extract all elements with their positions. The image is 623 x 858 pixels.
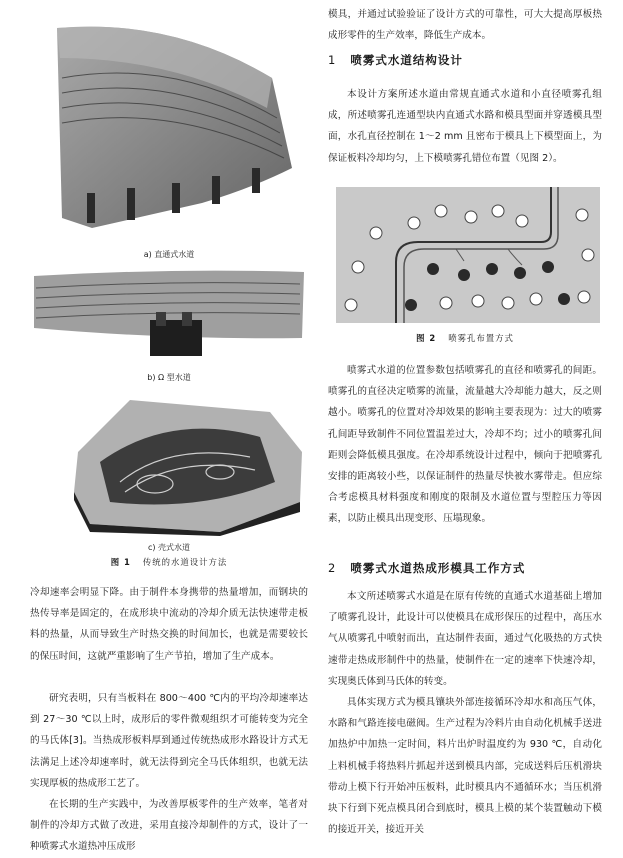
- left-paragraph-3: 在长期的生产实践中，为改善厚板零件的生产效率，笔者对制件的冷却方式做了改进，采用直接冷却制件的方式，设计了一种喷雾式水道热冲压成形: [30, 799, 308, 853]
- figure1a-image: [52, 18, 296, 240]
- figure2-title-text: 喷雾孔布置方式: [448, 333, 514, 343]
- left-paragraph-2: 研究表明，只有当板料在 800～400 ℃内的平均冷却速率达到 27～30 ℃以上时，成形后的零件微观组织才可能转变为完全的马氏体[3]。当热成形板料厚到通过传统热成形水路设计方式无法满足上述冷却速率时，就无法得到完全马氏体组织，也就无法实现厚板的热成形工艺了。: [30, 693, 308, 789]
- left-paragraph-1: 冷却速率会明显下降。由于制件本身携带的热量增加，而钢块的热传导率是固定的，在成形块中流动的冷却介质无法快速带走板料的热量，从而导致生产时热交换的时间加长，也就是需要较长的保压时间，这就严重影响了生产节拍，增加了生产成本。: [30, 587, 308, 662]
- figure1c-image: [70, 392, 304, 536]
- section1-number: 1: [328, 53, 337, 67]
- figure2-image: [336, 187, 600, 323]
- figure2-title: [328, 332, 602, 344]
- figure1-title: [30, 556, 308, 568]
- section2-paragraph-1: 本文所述喷雾式水道是在原有传统的直通式水道基础上增加了喷雾孔设计，此设计可以使模具在成形保压的过程中，高压水气从喷雾孔中喷射而出，直达制件表面，通过气化吸热的方式快速带走热成形制件中的热量，使制件在一定的速率下快速冷却，实现奥氏体到马氏体的转变。: [328, 591, 602, 687]
- figure2-number: 图 2: [416, 333, 437, 343]
- section2-heading: [328, 560, 525, 576]
- section1-heading: [328, 52, 463, 68]
- section1-title: 喷雾式水道结构设计: [350, 53, 463, 67]
- figure1a-caption: a) 直通式水道: [143, 250, 195, 259]
- right-paragraph-2: 喷雾式水道的位置参数包括喷雾孔的直径和喷雾孔的间距。喷雾孔的直径决定喷雾的流量，流量越大冷却能力越大，反之则越小。喷雾孔的位置对冷却效果的影响主要表现为：过大的喷雾孔间距导致制件不同位置温差过大，冷却不均；过小的喷雾孔间距则会降低模具强度。在冷却系统设计过程中，倾向于把喷雾孔安排的距离较小些，以保证制件的热量尽快被水雾带走。但应综合考虑模具材料强度和刚度的限制及水道位置与型腔压力等因素，以防止模具出现变形、压塌现象。: [328, 365, 602, 525]
- right-intro-paragraph: 模具，并通过试验验证了设计方式的可靠性，可大大提高厚板热成形零件的生产效率，降低生产成本。: [328, 9, 602, 42]
- section2-paragraph-2: 具体实现方式为模具镶块外部连接循环冷却水和高压气体，水路和气路连接电磁阀。生产过程为冷料片由自动化机械手送进加热炉中加热一定时间，料片出炉时温度约为 930 ℃，自动化上料机械手将热料片抓起并送到模具内部，完成送料后压机滑块带动上模下行开始冲压板料，此时模具内不通循环水；当压机滑块下行到下死点模具闭合到底时，模具上模的某个装置触动下模的接近开关，接近开关: [328, 697, 602, 836]
- figure1b-caption: b) Ω 型水道: [147, 373, 191, 382]
- figure1b-image: [32, 268, 306, 360]
- figure1-number: 图 1: [110, 557, 131, 567]
- section2-number: 2: [328, 561, 337, 575]
- figure1-title-text: 传统的水道设计方法: [142, 557, 228, 567]
- figure1c-caption: c) 壳式水道: [147, 543, 191, 552]
- section1-paragraph: 本设计方案所述水道由常规直通式水道和小直径喷雾孔组成，所述喷雾孔连通型块内直通式水路和模具型面并穿透模具型面，水孔直径控制在 1～2 mm 且密布于模具上下模型面上，为保证板料冷却均匀，上下模喷雾孔错位布置（见图 2）。: [328, 89, 602, 164]
- section2-title: 喷雾式水道热成形模具工作方式: [350, 561, 526, 575]
